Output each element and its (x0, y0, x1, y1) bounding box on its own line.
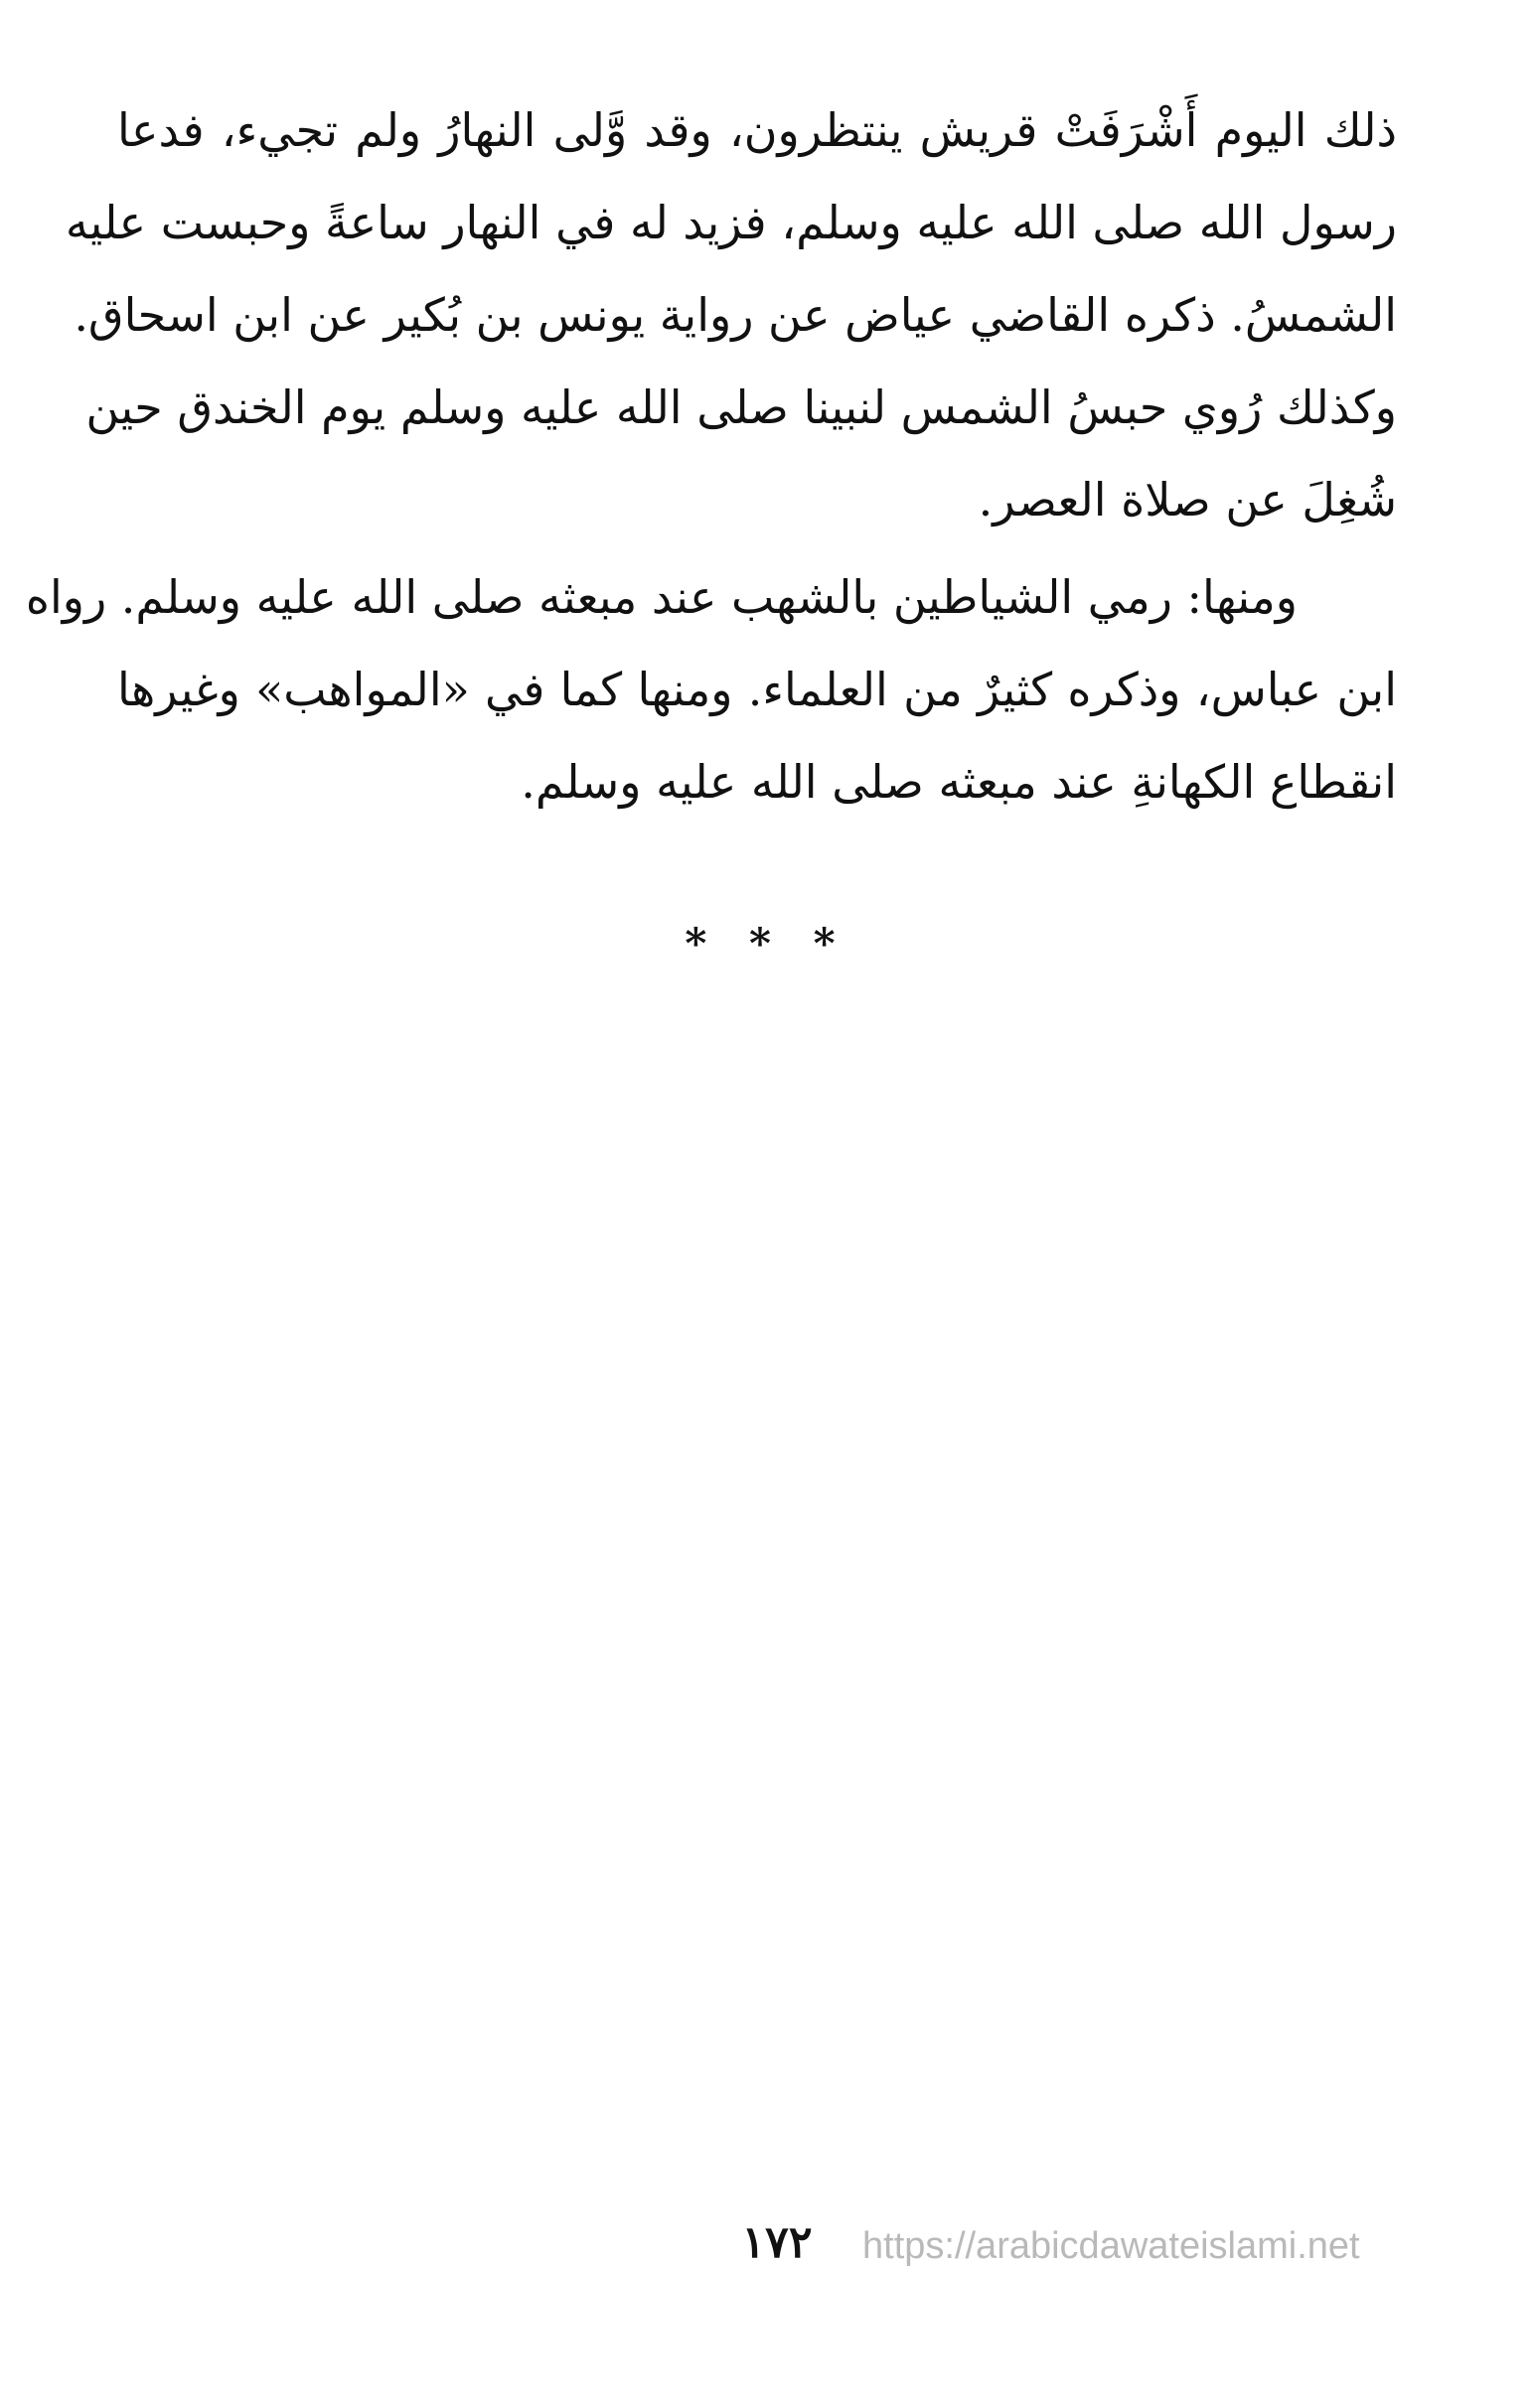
section-separator: * * * (685, 919, 849, 968)
text-line: الشمسُ. ذكره القاضي عياض عن رواية يونس بن بُكير عن ابن اسحاق. (74, 288, 1397, 342)
page-number: ١٧٢ (741, 2217, 813, 2268)
text-line: ذلك اليوم أَشْرَفَتْ قريش ينتظرون، وقد وَّلى النهارُ ولم تجيء، فدعا (117, 103, 1397, 157)
paragraph-sun-withheld (65, 84, 1397, 546)
text-line: شُغِلَ عن صلاة العصر. (978, 473, 1397, 527)
text-line: رسول الله صلى الله عليه وسلم، فزيد له في النهار ساعةً وحبست عليه (65, 196, 1397, 249)
paragraph-shooting-stars (25, 551, 1397, 828)
text-line: ومنها: رمي الشياطين بالشهب عند مبعثه صلى الله عليه وسلم. رواه (25, 570, 1298, 624)
watermark-url: https://arabicdawateislami.net (862, 2225, 1360, 2267)
text-line: ابن عباس، وذكره كثيرٌ من العلماء. ومنها كما في «المواهب» وغيرها (117, 663, 1397, 716)
text-line: انقطاع الكهانةِ عند مبعثه صلى الله عليه وسلم. (521, 755, 1397, 809)
text-line: وكذلك رُوي حبسُ الشمس لنبينا صلى الله عليه وسلم يوم الخندق حين (85, 380, 1397, 434)
